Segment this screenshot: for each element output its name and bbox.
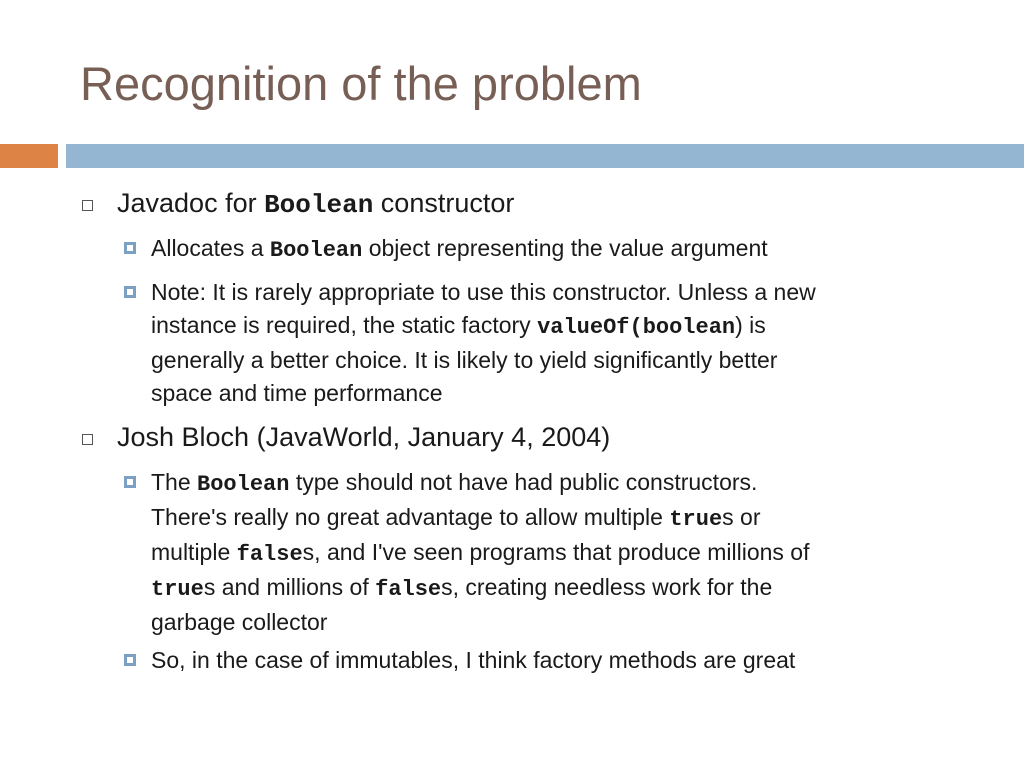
sub-bullet-note: Note: It is rarely appropriate to use this constructor. Unless a new instance is required, the static factory valueOf(boolean) is generally a better choice. It is likely to yield significantly better space and time performance [151, 279, 816, 406]
code-valueof: valueOf(boolean [537, 315, 736, 340]
code-false: false [236, 542, 303, 567]
slide-title: Recognition of the problem [80, 57, 642, 110]
filled-square-bullet-icon [124, 242, 136, 254]
code-boolean: Boolean [269, 238, 363, 263]
hollow-square-bullet-icon [82, 434, 93, 445]
bullet-text: Javadoc for [117, 188, 265, 218]
code-boolean: Boolean [197, 472, 290, 497]
code-true: true [151, 577, 204, 602]
code-true: true [669, 507, 723, 532]
sub-bullet-quote: The Boolean type should not have had public constructors. There's really no great advantage to allow multiple trues or multiple falses, and I've seen programs that produce millions of trues and millions of falses, creating needless work for the garbage collector [151, 469, 810, 635]
filled-square-bullet-icon [124, 286, 136, 298]
code-boolean: Boolean [264, 190, 374, 220]
bullet-text: constructor [373, 188, 515, 218]
bullet-josh-bloch: Josh Bloch (JavaWorld, January 4, 2004) [117, 422, 611, 452]
sub-bullet-allocates: Allocates a Boolean object representing the value argument [151, 235, 768, 263]
sub-bullet-immutables: So, in the case of immutables, I think factory methods are great [151, 647, 796, 673]
bullet-javadoc [117, 186, 514, 222]
hollow-square-bullet-icon [82, 200, 93, 211]
code-false: false [375, 577, 442, 602]
filled-square-bullet-icon [124, 476, 136, 488]
filled-square-bullet-icon [124, 654, 136, 666]
